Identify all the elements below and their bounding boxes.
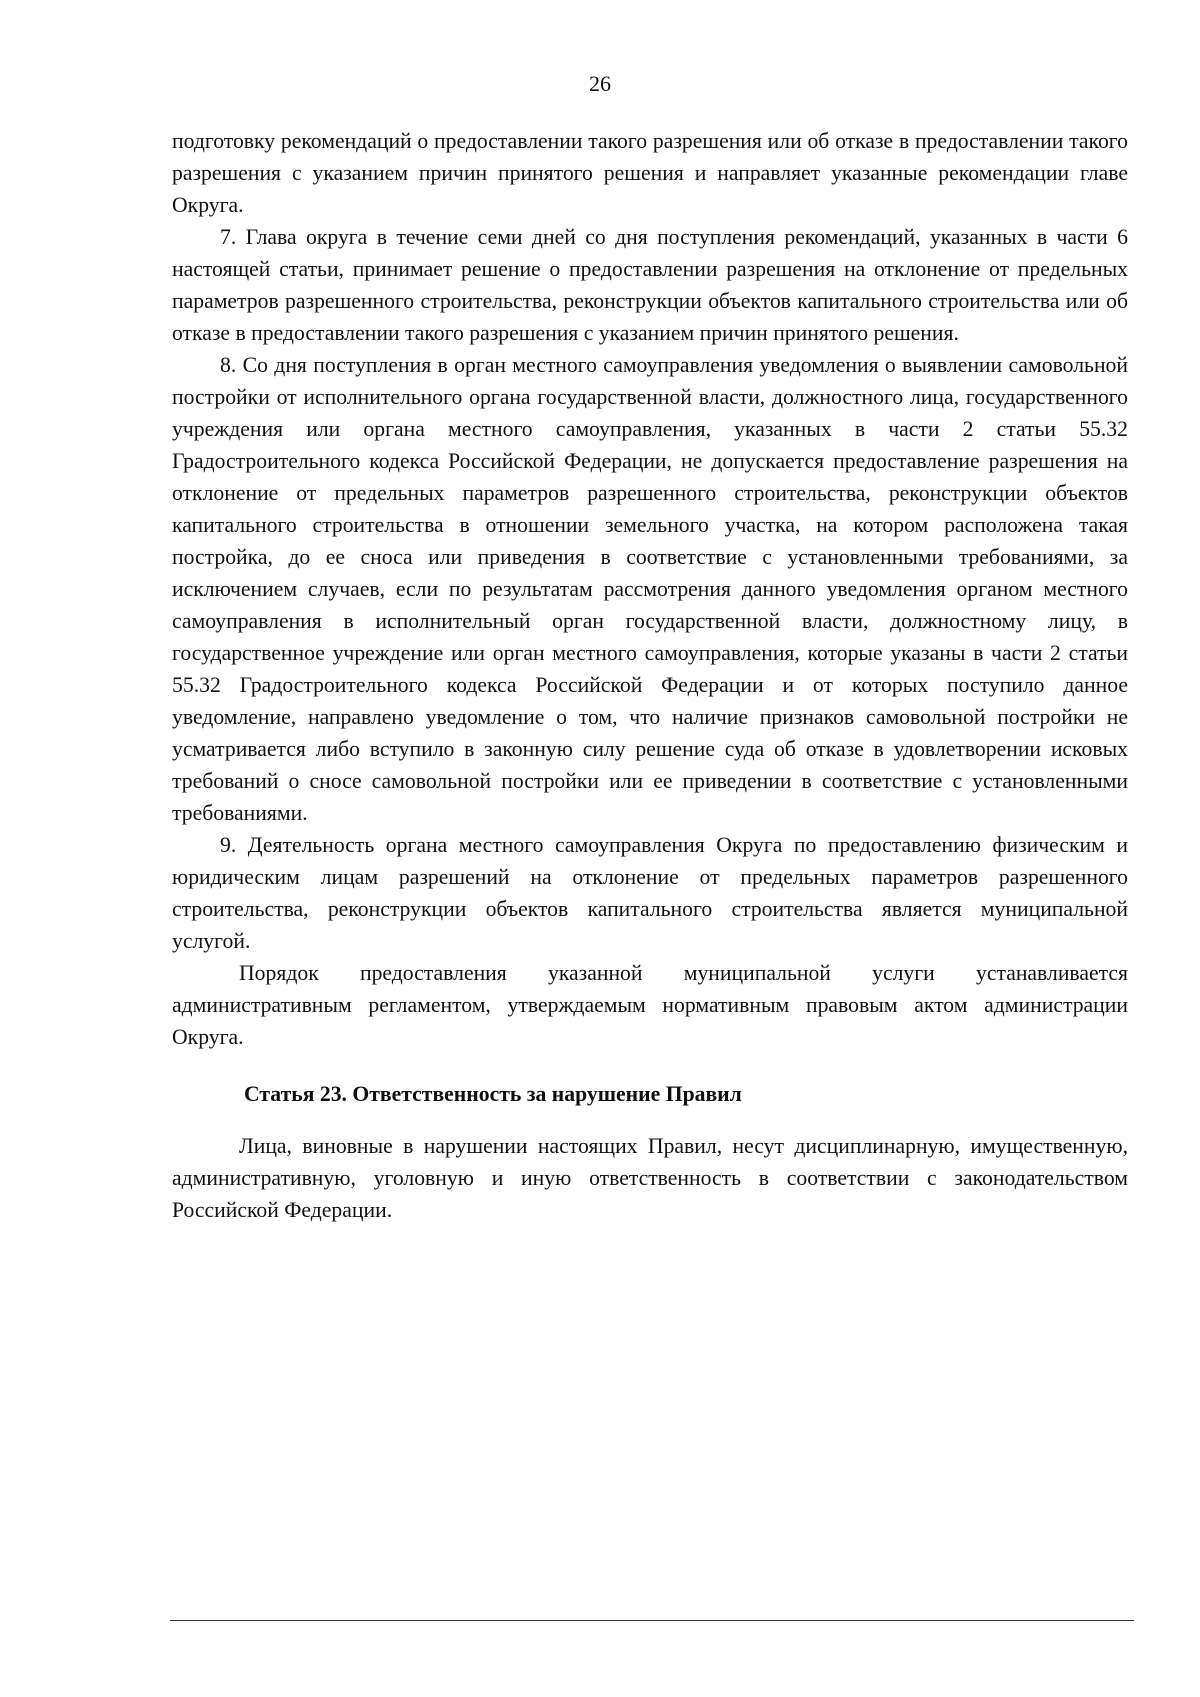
paragraph-continuation: подготовку рекомендаций о предоставлении такого разрешения или об отказе в предоставлении такого разрешения с указанием причин принятого решения и направляет указанные рекомендации главе Округа.: [172, 129, 1128, 217]
footer-divider: [170, 1620, 1134, 1621]
paragraph-procedure: Порядок предоставления указанной муниципальной услуги устанавливается административным регламентом, утверждаемым нормативным правовым актом администрации Округа.: [172, 961, 1128, 1049]
paragraph-item-9: 9. Деятельность органа местного самоуправления Округа по предоставлению физическим и юридическим лицам разрешений на отклонение от предельных параметров разрешенного строительства, реконструкции объектов капитального строительства является муниципальной услугой.: [172, 833, 1128, 953]
article-text: Лица, виновные в нарушении настоящих Правил, несут дисциплинарную, имущественную, административную, уголовную и иную ответственность в соответствии с законодательством Российской Федерации.: [172, 1134, 1128, 1222]
paragraph-item-7: 7. Глава округа в течение семи дней со дня поступления рекомендаций, указанных в части 6 настоящей статьи, принимает решение о предоставлении разрешения на отклонение от предельных параметров разрешенного строительства, реконструкции объектов капитального строительства или об отказе в предоставлении такого разрешения с указанием причин принятого решения.: [172, 225, 1128, 345]
article-heading: Статья 23. Ответственность за нарушение Правил: [244, 1082, 742, 1106]
document-body: [172, 125, 1128, 1226]
page-number: 26: [589, 71, 611, 96]
paragraph-item-8: 8. Со дня поступления в орган местного самоуправления уведомления о выявлении самовольной постройки от исполнительного органа государственной власти, должностного лица, государственного учреждения или органа местного самоуправления, указанных в части 2 статьи 55.32 Градостроительного кодекса Российской Федерации, не допускается предоставление разрешения на отклонение от предельных параметров разрешенного строительства, реконструкции объектов капитального строительства в отношении земельного участка, на котором расположена такая постройка, до ее сноса или приведения в соответствие с установленными требованиями, за исключением случаев, если по результатам рассмотрения данного уведомления органом местного самоуправления в исполнительный орган государственной власти, должностному лицу, в государственное учреждение или орган местного самоуправления, которые указаны в части 2 статьи 55.32 Градостроительного кодекса Российской Федерации и от которых поступило данное уведомление, направлено уведомление о том, что наличие признаков самовольной постройки не усматривается либо вступило в законную силу решение суда об отказе в удовлетворении исковых требований о сносе самовольной постройки или ее приведении в соответствие с установленными требованиями.: [172, 353, 1128, 825]
